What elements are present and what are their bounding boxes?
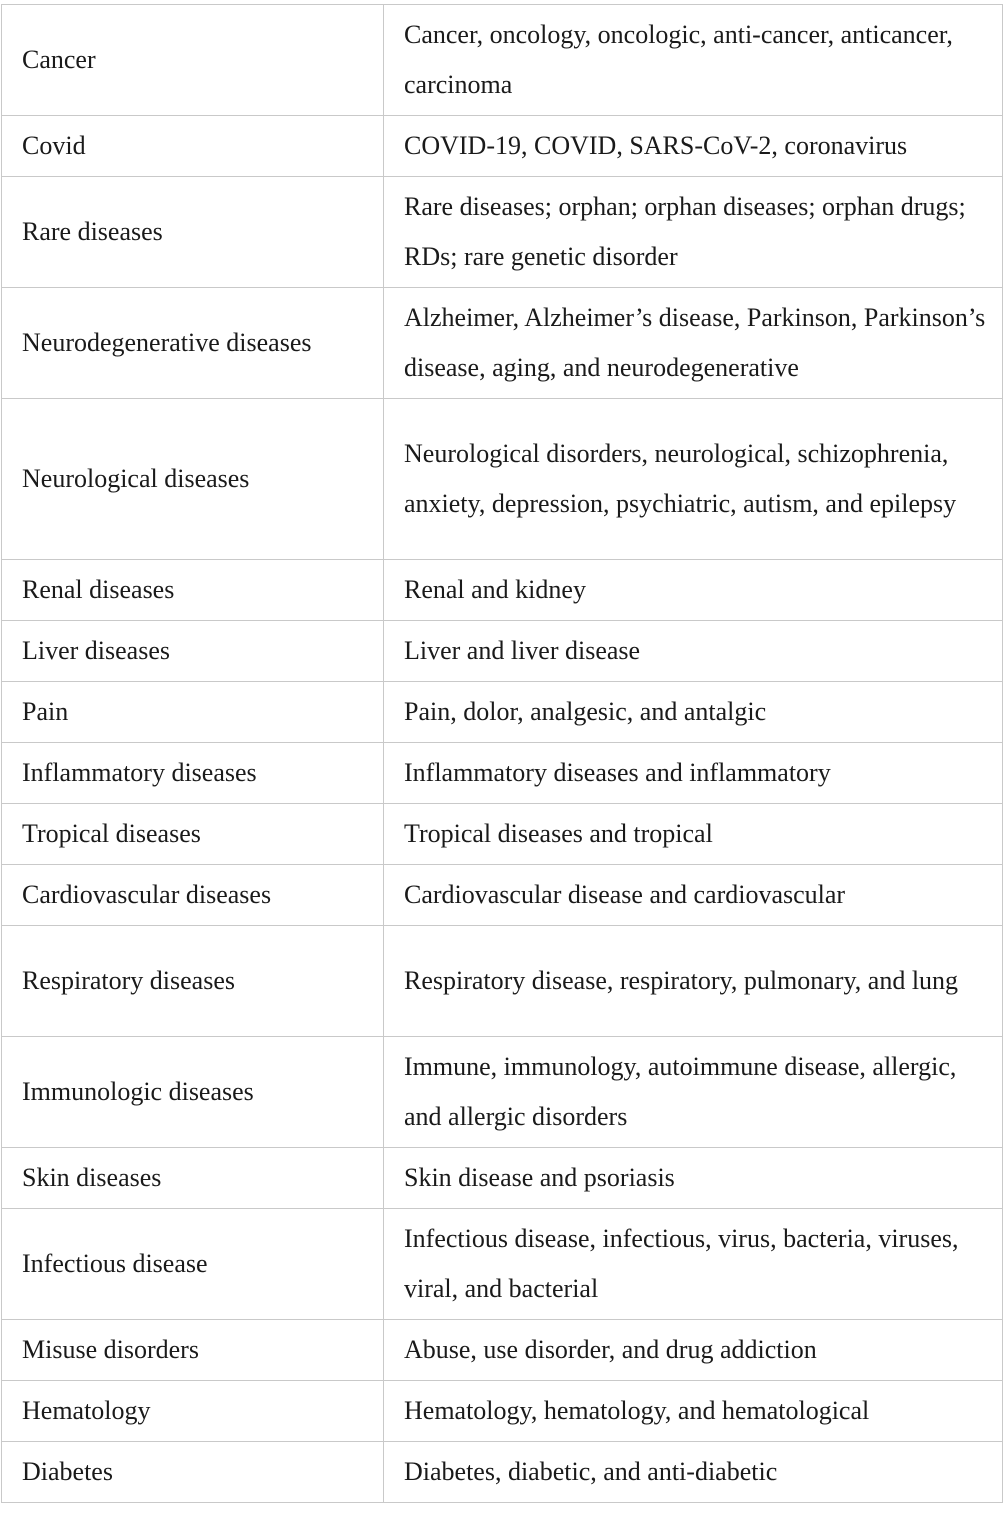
keywords-cell: Neurological disorders, neurological, schizophrenia, anxiety, depression, psychiatric, autism, and epilepsy xyxy=(384,399,1003,560)
table-row xyxy=(2,1148,1003,1209)
keywords-cell: Cardiovascular disease and cardiovascular xyxy=(384,865,1003,926)
keywords-cell: Cancer, oncology, oncologic, anti-cancer, anticancer, carcinoma xyxy=(384,5,1003,116)
table-row xyxy=(2,743,1003,804)
category-cell: Diabetes xyxy=(2,1442,384,1503)
table-body xyxy=(2,5,1003,1503)
category-cell: Inflammatory diseases xyxy=(2,743,384,804)
keywords-cell: Abuse, use disorder, and drug addiction xyxy=(384,1320,1003,1381)
table-row xyxy=(2,621,1003,682)
keywords-cell: COVID-19, COVID, SARS-CoV-2, coronavirus xyxy=(384,116,1003,177)
table-row xyxy=(2,560,1003,621)
category-cell: Cancer xyxy=(2,5,384,116)
table-row xyxy=(2,926,1003,1037)
keywords-cell: Immune, immunology, autoimmune disease, allergic, and allergic disorders xyxy=(384,1037,1003,1148)
category-cell: Immunologic diseases xyxy=(2,1037,384,1148)
table-row xyxy=(2,1037,1003,1148)
table-row xyxy=(2,288,1003,399)
category-cell: Pain xyxy=(2,682,384,743)
table-row xyxy=(2,682,1003,743)
keywords-cell: Alzheimer, Alzheimer’s disease, Parkinson, Parkinson’s disease, aging, and neurodegenerative xyxy=(384,288,1003,399)
category-cell: Covid xyxy=(2,116,384,177)
keywords-cell: Inflammatory diseases and inflammatory xyxy=(384,743,1003,804)
keywords-cell: Rare diseases; orphan; orphan diseases; orphan drugs; RDs; rare genetic disorder xyxy=(384,177,1003,288)
category-cell: Cardiovascular diseases xyxy=(2,865,384,926)
table-row xyxy=(2,1442,1003,1503)
table-row xyxy=(2,1320,1003,1381)
keywords-cell: Respiratory disease, respiratory, pulmonary, and lung xyxy=(384,926,1003,1037)
keywords-cell: Renal and kidney xyxy=(384,560,1003,621)
keywords-cell: Pain, dolor, analgesic, and antalgic xyxy=(384,682,1003,743)
table-row xyxy=(2,177,1003,288)
table-row xyxy=(2,804,1003,865)
category-cell: Neurodegenerative diseases xyxy=(2,288,384,399)
table-row xyxy=(2,5,1003,116)
category-cell: Rare diseases xyxy=(2,177,384,288)
table-row xyxy=(2,399,1003,560)
table-row xyxy=(2,1381,1003,1442)
category-cell: Hematology xyxy=(2,1381,384,1442)
keywords-cell: Infectious disease, infectious, virus, bacteria, viruses, viral, and bacterial xyxy=(384,1209,1003,1320)
table-row xyxy=(2,1209,1003,1320)
category-cell: Liver diseases xyxy=(2,621,384,682)
keywords-cell: Liver and liver disease xyxy=(384,621,1003,682)
disease-keyword-table xyxy=(1,4,1003,1503)
keywords-cell: Hematology, hematology, and hematological xyxy=(384,1381,1003,1442)
disease-keyword-table-container xyxy=(1,4,1003,1503)
keywords-cell: Skin disease and psoriasis xyxy=(384,1148,1003,1209)
category-cell: Tropical diseases xyxy=(2,804,384,865)
table-row xyxy=(2,865,1003,926)
category-cell: Renal diseases xyxy=(2,560,384,621)
category-cell: Infectious disease xyxy=(2,1209,384,1320)
table-row xyxy=(2,116,1003,177)
category-cell: Neurological diseases xyxy=(2,399,384,560)
category-cell: Misuse disorders xyxy=(2,1320,384,1381)
category-cell: Respiratory diseases xyxy=(2,926,384,1037)
keywords-cell: Tropical diseases and tropical xyxy=(384,804,1003,865)
keywords-cell: Diabetes, diabetic, and anti-diabetic xyxy=(384,1442,1003,1503)
category-cell: Skin diseases xyxy=(2,1148,384,1209)
